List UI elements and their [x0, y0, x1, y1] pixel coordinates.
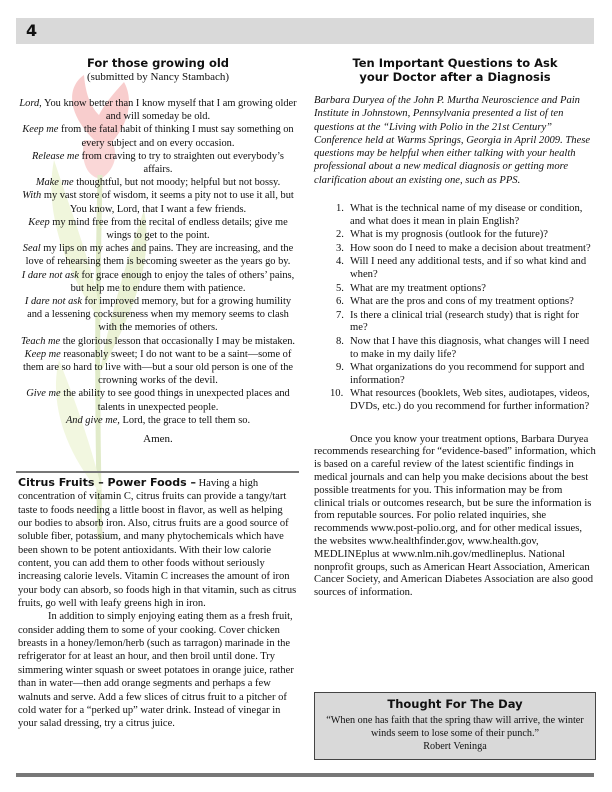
question-number: 3.	[336, 242, 344, 254]
poem-line-text: my vast store of wisdom, it seems a pity not to use it all, but You know, Lord, that I want a few friends.	[41, 190, 294, 215]
questions-intro: Barbara Duryea of the John P. Murtha Neuroscience and Pain Institute in Johnstown, Pennsylvania presented a list of ten questions at the “Living with Polio in the 21st Century” Conference held at Warms Springs, Georgia in April 2009. These questions may be helpful when either talking with your health professional about a new medical diagnosis or getting more clarification about an existing one, such as PPS.	[314, 95, 591, 186]
thought-for-the-day-box	[314, 692, 596, 760]
poem-line-lead: I dare not ask	[21, 269, 79, 281]
question-number: 1.	[336, 203, 344, 215]
poem-line	[18, 176, 298, 189]
question-number: 9.	[336, 362, 344, 374]
poem-line-text: reasonably sweet; I do not want to be a saint—some of them are so hard to live with—but a sour old person is one of the crowning works of the devil.	[22, 348, 294, 387]
poem-line-lead: Keep me	[24, 348, 61, 360]
poem-subtitle: (submitted by Nancy Stambach)	[86, 71, 230, 83]
question-item	[314, 283, 596, 296]
poem-line-lead: Lord,	[19, 98, 42, 109]
left-column	[18, 54, 298, 445]
poem-line-lead: Give me	[26, 388, 61, 400]
poem-line	[18, 269, 298, 295]
question-text: Is there a clinical trial (research study) that is right for me?	[350, 309, 579, 334]
poem-line-text: my lips on my aches and pains. They are increasing, and the love of rehearsing them is becoming sweeter as the years go by.	[25, 243, 294, 268]
poem-line-lead: Release me	[32, 150, 80, 162]
citrus-paragraph-1: Having a high concentration of vitamin C, citrus fruits can provide a tangy/tart taste to foods needing a little boost in flavor, as well as helping our bodies to absorb iron. Also, citrus fruits are a good source of soluble fiber, potassium, and many phytochemicals which have been shown to be potent antioxidants. With their low calorie content, you can add them to other foods without seriously increasing calorie levels. Vitamin C increases the amount of iron your body can absorb, so foods high in that vitamin, such as citrus fruits, go well with leafy greens high in iron.	[18, 478, 297, 610]
poem-line-text: You know better than I know myself that I am growing older and will someday be old.	[41, 98, 297, 123]
poem-line-text: Lord, the grace to tell them so.	[119, 414, 251, 426]
header-bar	[16, 18, 594, 44]
poem-line-lead: Seal	[22, 243, 41, 255]
poem-line-lead: Keep	[28, 216, 50, 228]
question-text: What is my prognosis (outlook for the future)?	[350, 229, 549, 241]
thought-title: Thought For The Day	[387, 697, 523, 711]
right-column	[314, 54, 596, 600]
question-text: Will I need any additional tests, and if so what kind and when?	[350, 256, 587, 281]
thought-author: Robert Veninga	[423, 740, 487, 752]
poem-line-lead: With	[22, 190, 42, 202]
poem-line-lead: Make me	[35, 177, 74, 189]
poem-line-lead: Teach me	[20, 335, 61, 347]
question-number: 10.	[330, 388, 344, 400]
poem-line-lead: I dare not ask	[24, 296, 82, 308]
question-item	[314, 336, 596, 361]
poem-line-text: the glorious lesson that occasionally I may be mistaken.	[60, 335, 296, 347]
poem-line	[18, 97, 298, 123]
poem-line	[18, 123, 298, 149]
poem-amen: Amen.	[143, 433, 173, 446]
citrus-paragraph-2: In addition to simply enjoying eating them as a fresh fruit, consider adding them to some of your cooking. Cover chicken breasts in a honey/lemon/herb (such as tarragon) marinade in the refrigerator for at least an hour, and then broil until done. Try simmering winter squash or sweet potatoes in orange juice, rather than in water—then add orange segments and perhaps a few walnuts and serve. Add a few slices of citrus fruit to a pitcher of cold water for a “perked up” water drink. Instead of vinegar in your salad dressing, try a citrus juice.	[18, 611, 294, 730]
question-number: 7.	[336, 309, 344, 321]
question-number: 8.	[336, 336, 344, 348]
question-item	[314, 296, 596, 309]
question-item	[314, 256, 596, 281]
poem-line-text: for improved memory, but for a growing humility and a lessening cocksureness when my memory seems to clash with the memories of others.	[27, 296, 292, 334]
bottom-rule	[16, 773, 594, 777]
citrus-article	[18, 476, 298, 731]
citrus-heading: Citrus Fruits – Power Foods –	[18, 476, 196, 489]
poem-line-text: for grace enough to enjoy the tales of others’ pains, but help me to endure them with patience.	[70, 269, 295, 294]
questions-closing	[314, 434, 596, 600]
question-number: 6.	[336, 296, 344, 308]
question-number: 5.	[336, 282, 344, 294]
poem-line-text: my mind free from the recital of endless details; give me wings to get to the point.	[49, 216, 288, 242]
poem-line-text: from the fatal habit of thinking I must say something on every subject and on every occasion.	[58, 124, 294, 149]
poem-line	[18, 387, 298, 413]
poem-line	[18, 335, 298, 348]
section-divider	[16, 471, 299, 473]
question-item	[314, 203, 596, 228]
poem-line	[18, 150, 298, 176]
question-number: 4.	[336, 256, 344, 268]
question-item	[314, 310, 596, 335]
questions-title	[314, 56, 596, 84]
poem-line	[18, 216, 298, 242]
poem-line-text: thoughtful, but not moody; helpful but not bossy.	[73, 177, 281, 189]
poem-line	[18, 189, 298, 215]
poem-line-text: from craving to try to straighten out everybody’s affairs.	[79, 150, 284, 176]
question-text: What resources (booklets, Web sites, audiotapes, videos, DVDs, etc.) do you recommend for further information?	[350, 388, 590, 412]
poem-line-lead: Keep me	[22, 124, 59, 136]
question-text: What is the technical name of my disease or condition, and what does it mean in plain English?	[350, 203, 583, 227]
question-item	[314, 362, 596, 387]
poem-line-text: the ability to see good things in unexpected places and talents in unexpected people.	[60, 388, 290, 413]
questions-title-line-1: Ten Important Questions to Ask	[352, 56, 558, 70]
question-item	[314, 229, 596, 242]
poem-line	[18, 242, 298, 268]
questions-title-line-2: your Doctor after a Diagnosis	[359, 70, 551, 84]
question-number: 2.	[336, 229, 344, 241]
poem-line-lead: And give me,	[65, 414, 120, 426]
question-text: What are the pros and cons of my treatment options?	[350, 296, 574, 308]
questions-list	[314, 203, 596, 414]
question-text: Now that I have this diagnosis, what changes will I need to make in my daily life?	[350, 336, 590, 360]
question-item	[314, 388, 596, 413]
thought-quote: “When one has faith that the spring thaw will arrive, the winter winds seem to lose some of their punch.”	[326, 715, 584, 739]
poem-line	[18, 414, 298, 427]
page-number: 4	[26, 21, 38, 40]
poem-line	[18, 348, 298, 388]
question-item	[314, 243, 596, 256]
poem-title: For those growing old	[86, 56, 230, 70]
questions-closing-text: Once you know your treatment options, Barbara Duryea recommends researching for “evidence-based” information, which is based on a careful review of the latest scientific findings in medical journals and can help you make decisions about the best possible treatments for you. This information may be from clinical trials or outcomes research, but be sure the information is from reputable sources. For polio related inquiries, she recommends www.post-polio.org, and for other medical issues, the websites www.healthfinder.gov, www.health.gov, MEDLINEplus at www.nlm.nih.gov/medlineplus. National nonprofit groups, such as American Heart Association, American Cancer Society, and American Diabetes Association are also good sources of information.	[314, 433, 596, 599]
question-text: How soon do I need to make a decision about treatment?	[350, 242, 591, 254]
poem-line	[18, 295, 298, 335]
question-text: What organizations do you recommend for support and information?	[350, 362, 585, 386]
poem-body	[18, 97, 298, 427]
question-text: What are my treatment options?	[350, 282, 486, 294]
